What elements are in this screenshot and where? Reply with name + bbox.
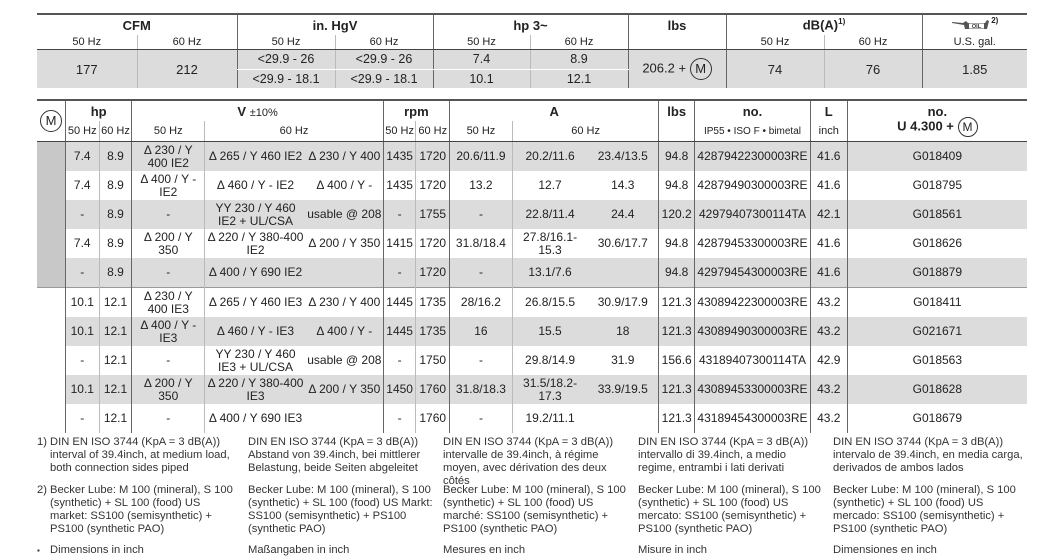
footnote-1-it: DIN EN ISO 3744 (KpA = 3 dB(A)) intervallo di 39.4inch, a medio regime, entrambi i lati derivati — [638, 436, 809, 474]
voltage-50hz-cell: Δ 400 / Y - IE2 — [132, 171, 205, 200]
footnote-3-de: Maßangaben in inch — [248, 544, 350, 556]
weight-cell: 121.3 — [659, 317, 695, 346]
cfm-50hz-label: 50 Hz — [37, 35, 137, 50]
hp-50hz-cell: 10.1 — [65, 375, 99, 404]
rpm-60hz-cell: 1755 — [416, 200, 450, 229]
hp-60hz-cell: 12.1 — [99, 317, 132, 346]
length-cell: 41.6 — [810, 142, 847, 172]
voltage-50hz-cell: Δ 230 / Y 400 IE2 — [132, 142, 205, 172]
ampere-50hz-cell: 13.2 — [449, 171, 512, 200]
footnote-2-es: Becker Lube: M 100 (mineral), S 100 (synthetic) + SL 100 (food) US mercado: SS100 (semisynthetic) + PS100 (synthetic PAO) — [833, 484, 1016, 535]
order-no-cell: G021671 — [847, 317, 1027, 346]
ampere-60hz-cell: 22.8/11.4 — [512, 200, 587, 229]
hg-60hz-value-b: <29.9 - 18.1 — [335, 69, 433, 88]
table-row — [37, 258, 1027, 288]
order-no-cell: G018411 — [847, 288, 1027, 318]
hp-50hz-cell: - — [65, 346, 99, 375]
rpm-50hz-label: 50 Hz — [383, 121, 416, 142]
order-no-cell: G018563 — [847, 346, 1027, 375]
footnote-3-es: Dimensiones en inch — [833, 544, 937, 556]
voltage-60hz-alt-cell — [306, 404, 383, 433]
hp3-header: hp 3~ — [433, 14, 628, 35]
rpm-60hz-cell: 1720 — [416, 171, 450, 200]
hp-60hz-cell: 12.1 — [99, 346, 132, 375]
ampere-60hz-cell: 29.8/14.9 — [512, 346, 587, 375]
voltage-60hz-cell: Δ 400 / Y 690 IE2 — [205, 258, 306, 288]
voltage-60hz-alt-cell: Δ 400 / Y - — [306, 317, 383, 346]
rpm-60hz-cell: 1735 — [416, 288, 450, 318]
hp-60hz-cell: 12.1 — [99, 404, 132, 433]
voltage-60hz-cell: YY 230 / Y 460 IE2 + UL/CSA — [205, 200, 306, 229]
motor-icon: M — [958, 117, 978, 137]
length-cell: 43.2 — [810, 288, 847, 318]
ampere-60hz-alt-cell: 31.9 — [587, 346, 659, 375]
motor-no-cell: 43189454300003RE — [695, 404, 811, 433]
table-row — [37, 288, 1027, 318]
hp-50hz-cell: 7.4 — [65, 142, 99, 172]
voltage-50hz-cell: Δ 400 / Y - IE3 — [132, 317, 205, 346]
footnote-1-de: DIN EN ISO 3744 (KpA = 3 dB(A)) Abstand von 39.4inch, bei mittlerer Belastung, beide Seiten abgeleitet — [248, 436, 421, 474]
length-cell: 42.1 — [810, 200, 847, 229]
footnote-3-en: Dimensions in inch — [50, 544, 144, 556]
voltage-header: V ±10% — [132, 100, 383, 121]
ampere-header: A — [449, 100, 658, 121]
ampere-60hz-cell: 20.2/11.6 — [512, 142, 587, 172]
footnote-1-en: DIN EN ISO 3744 (KpA = 3 dB(A)) interval of 39.4inch, at medium load, both connection sides piped — [50, 436, 230, 474]
hp-50hz-cell: 10.1 — [65, 288, 99, 318]
voltage-50hz-cell: Δ 200 / Y 350 — [132, 229, 205, 258]
hp-50hz-value-a: 7.4 — [433, 50, 530, 70]
ampere-60hz-alt-cell — [587, 404, 659, 433]
motor-table-body — [37, 142, 1027, 434]
ampere-50hz-cell: 16 — [449, 317, 512, 346]
oil-header: OIL $^{2)}$ — [922, 14, 1027, 35]
footnote-2-mark: 2) — [37, 484, 47, 496]
ampere-60hz-cell: 13.1/7.6 — [512, 258, 587, 288]
ampere-60hz-alt-cell: 23.4/13.5 — [587, 142, 659, 172]
motor-no-cell: 43089453300003RE — [695, 375, 811, 404]
footnote-3-fr: Mesures en inch — [443, 544, 526, 556]
voltage-60hz-alt-cell: Δ 230 / Y 400 — [306, 142, 383, 172]
efficiency-group-cell — [37, 142, 65, 172]
hp-60hz-cell: 8.9 — [99, 258, 132, 288]
rpm-header: rpm — [383, 100, 449, 121]
voltage-60hz-cell: Δ 400 / Y 690 IE3 — [205, 404, 306, 433]
db-60hz-label: 60 Hz — [824, 35, 922, 50]
hp-60hz-cell: 8.9 — [99, 142, 132, 172]
motor-no-cell: 43089490300003RE — [695, 317, 811, 346]
ampere-60hz-alt-cell: 18 — [587, 317, 659, 346]
efficiency-group-cell — [37, 404, 65, 433]
footnote-3-mark: ▪ — [37, 546, 40, 555]
motor-table — [37, 99, 1027, 433]
length-cell: 41.6 — [810, 171, 847, 200]
hp-header: hp — [65, 100, 131, 121]
ampere-60hz-cell: 12.7 — [512, 171, 587, 200]
voltage-60hz-alt-cell: Δ 200 / Y 350 — [306, 375, 383, 404]
ampere-50hz-cell: - — [449, 404, 512, 433]
hp-60hz-cell: 8.9 — [99, 200, 132, 229]
footnote-3-it: Misure in inch — [638, 544, 708, 556]
rpm-60hz-cell: 1720 — [416, 229, 450, 258]
hp-50hz-cell: - — [65, 200, 99, 229]
ampere-60hz-alt-cell: 33.9/19.5 — [587, 375, 659, 404]
v-60hz-label: 60 Hz — [205, 121, 384, 142]
rpm-50hz-cell: - — [383, 346, 416, 375]
table-row — [37, 171, 1027, 200]
length-cell: 42.9 — [810, 346, 847, 375]
ampere-60hz-cell: 31.5/18.2-17.3 — [512, 375, 587, 404]
voltage-50hz-cell: - — [132, 200, 205, 229]
footnote-1-es: DIN EN ISO 3744 (KpA = 3 dB(A)) intervalo de 39.4inch, en media carga, derivados de ambos lados — [833, 436, 1023, 474]
hp-50hz-cell: 10.1 — [65, 317, 99, 346]
voltage-50hz-cell: Δ 230 / Y 400 IE3 — [132, 288, 205, 318]
weight-cell: 156.6 — [659, 346, 695, 375]
motor-col-header — [37, 100, 65, 142]
hp-60hz-value-a: 8.9 — [530, 50, 628, 70]
rpm-60hz-label: 60 Hz — [416, 121, 450, 142]
hp-50hz-cell: - — [65, 258, 99, 288]
ampere-60hz-alt-cell — [587, 258, 659, 288]
hp-60hz-cell: 8.9 — [99, 229, 132, 258]
voltage-60hz-alt-cell: Δ 200 / Y 350 — [306, 229, 383, 258]
a-50hz-label: 50 Hz — [449, 121, 512, 142]
weight-cell: 121.3 — [659, 375, 695, 404]
lbs-header: lbs — [628, 14, 726, 35]
order-no-cell: G018795 — [847, 171, 1027, 200]
a-60hz-label: 60 Hz — [512, 121, 658, 142]
weight-cell: 94.8 — [659, 142, 695, 172]
hp-50hz-cell: 7.4 — [65, 229, 99, 258]
efficiency-group-cell — [37, 346, 65, 375]
weight-cell: 94.8 — [659, 171, 695, 200]
rpm-50hz-cell: - — [383, 200, 416, 229]
ampere-60hz-alt-cell: 30.9/17.9 — [587, 288, 659, 318]
motor-no-cell: 42879453300003RE — [695, 229, 811, 258]
motor-no-sublabel: IP55 • ISO F • bimetal — [695, 121, 811, 142]
length-unit-label: inch — [810, 121, 847, 142]
rpm-60hz-cell: 1760 — [416, 404, 450, 433]
rpm-50hz-cell: 1435 — [383, 142, 416, 172]
table-row — [37, 200, 1027, 229]
ampere-50hz-cell: - — [449, 258, 512, 288]
footnote-2-it: Becker Lube: M 100 (mineral), S 100 (synthetic) + SL 100 (food) US mercato: SS100 (semisynthetic) + PS100 (synthetic PAO) — [638, 484, 821, 535]
hg-60hz-label: 60 Hz — [335, 35, 433, 50]
motor-no-cell: 43089422300003RE — [695, 288, 811, 318]
ampere-60hz-alt-cell: 24.4 — [587, 200, 659, 229]
hp-60hz-cell: 8.9 — [99, 171, 132, 200]
svg-text:OIL: OIL — [972, 23, 982, 30]
motor-no-cell: 42979454300003RE — [695, 258, 811, 288]
cfm-header: CFM — [37, 14, 237, 35]
length-cell: 43.2 — [810, 375, 847, 404]
table-row — [37, 317, 1027, 346]
voltage-60hz-cell: Δ 220 / Y 380-400 IE3 — [205, 375, 306, 404]
footnote-1-fr: DIN EN ISO 3744 (KpA = 3 dB(A)) intervalle de 39.4inch, à régime moyen, avec dérivation des deux côtés — [443, 436, 614, 487]
length-cell: 41.6 — [810, 229, 847, 258]
v-50hz-label: 50 Hz — [132, 121, 205, 142]
motor-no-header: no. — [695, 100, 811, 121]
ampere-50hz-cell: 28/16.2 — [449, 288, 512, 318]
motor-no-cell: 43189407300114TA — [695, 346, 811, 375]
length-cell: 43.2 — [810, 404, 847, 433]
hg-60hz-value-a: <29.9 - 26 — [335, 50, 433, 70]
lbs-header-main: lbs — [659, 100, 695, 121]
weight-cell: 120.2 — [659, 200, 695, 229]
order-no-cell: G018409 — [847, 142, 1027, 172]
lbs-value: 206.2 + M — [628, 50, 726, 89]
dba-header: $dB(A)^{1)}$ — [726, 14, 922, 35]
db-50hz-label: 50 Hz — [726, 35, 824, 50]
table-row — [37, 229, 1027, 258]
footnote-1-mark: 1) — [37, 436, 47, 448]
table-row — [37, 375, 1027, 404]
hp-50hz-label: 50 Hz — [433, 35, 530, 50]
ampere-60hz-alt-cell: 30.6/17.7 — [587, 229, 659, 258]
order-no-header: no. — [847, 100, 1027, 121]
weight-cell: 94.8 — [659, 258, 695, 288]
motor-icon: M — [40, 110, 62, 132]
weight-cell: 94.8 — [659, 229, 695, 258]
voltage-60hz-cell: Δ 220 / Y 380-400 IE2 — [205, 229, 306, 258]
rpm-50hz-cell: 1435 — [383, 171, 416, 200]
hg-50hz-value-a: <29.9 - 26 — [237, 50, 335, 70]
rpm-60hz-cell: 1720 — [416, 258, 450, 288]
rpm-50hz-cell: 1445 — [383, 288, 416, 318]
order-no-cell: G018879 — [847, 258, 1027, 288]
voltage-60hz-alt-cell — [306, 258, 383, 288]
order-no-cell: G018679 — [847, 404, 1027, 433]
ampere-60hz-alt-cell: 14.3 — [587, 171, 659, 200]
order-no-prefix: U 4.300 + M — [847, 117, 1027, 138]
voltage-60hz-alt-cell: Δ 400 / Y - — [306, 171, 383, 200]
voltage-50hz-cell: - — [132, 346, 205, 375]
efficiency-group-cell — [37, 200, 65, 229]
hp-50hz-cell: 7.4 — [65, 171, 99, 200]
rpm-60hz-cell: 1760 — [416, 375, 450, 404]
voltage-60hz-alt-cell: Δ 230 / Y 400 — [306, 288, 383, 318]
voltage-60hz-alt-cell: usable @ 208 — [306, 346, 383, 375]
voltage-50hz-cell: Δ 200 / Y 350 — [132, 375, 205, 404]
voltage-60hz-cell: YY 230 / Y 460 IE3 + UL/CSA — [205, 346, 306, 375]
inhgv-header: in. HgV — [237, 14, 433, 35]
table-row — [37, 404, 1027, 433]
motor-no-cell: 42979407300114TA — [695, 200, 811, 229]
rpm-60hz-cell: 1720 — [416, 142, 450, 172]
voltage-60hz-cell: Δ 265 / Y 460 IE3 — [205, 288, 306, 318]
ampere-60hz-cell: 27.8/16.1-15.3 — [512, 229, 587, 258]
hp-60hz-value-b: 12.1 — [530, 69, 628, 88]
table-row — [37, 142, 1027, 172]
efficiency-group-cell — [37, 375, 65, 404]
efficiency-group-cell — [37, 288, 65, 318]
voltage-60hz-alt-cell: usable @ 208 — [306, 200, 383, 229]
hp-50hz-cell: - — [65, 404, 99, 433]
ampere-50hz-cell: 20.6/11.9 — [449, 142, 512, 172]
weight-cell: 121.3 — [659, 288, 695, 318]
motor-no-cell: 42879490300003RE — [695, 171, 811, 200]
rpm-50hz-cell: - — [383, 258, 416, 288]
footnote-2-fr: Becker Lube: M 100 (mineral), S 100 (synthetic) + SL 100 (food) US marché: SS100 (semisynthetic) + PS100 (synthetic PAO) — [443, 484, 626, 535]
motor-no-cell: 42879422300003RE — [695, 142, 811, 172]
rpm-60hz-cell: 1750 — [416, 346, 450, 375]
length-header: L — [810, 100, 847, 121]
weight-cell: 121.3 — [659, 404, 695, 433]
ampere-50hz-cell: 31.8/18.4 — [449, 229, 512, 258]
length-cell: 43.2 — [810, 317, 847, 346]
efficiency-group-cell — [37, 258, 65, 288]
rpm-60hz-cell: 1735 — [416, 317, 450, 346]
hg-50hz-label: 50 Hz — [237, 35, 335, 50]
ampere-50hz-cell: - — [449, 200, 512, 229]
length-cell: 41.6 — [810, 258, 847, 288]
efficiency-group-cell — [37, 229, 65, 258]
voltage-60hz-cell: Δ 265 / Y 460 IE2 — [205, 142, 306, 172]
table-row — [37, 346, 1027, 375]
ampere-60hz-cell: 15.5 — [512, 317, 587, 346]
hp-60hz-cell: 12.1 — [99, 375, 132, 404]
footnote-2-en: Becker Lube: M 100 (mineral), S 100 (synthetic) + SL 100 (food) US market: SS100 (semisynthetic) + PS100 (synthetic PAO) — [50, 484, 233, 535]
ampere-60hz-cell: 19.2/11.1 — [512, 404, 587, 433]
efficiency-group-cell — [37, 317, 65, 346]
rpm-50hz-cell: 1450 — [383, 375, 416, 404]
voltage-50hz-cell: - — [132, 258, 205, 288]
order-no-cell: G018628 — [847, 375, 1027, 404]
db-50hz-value: 74 — [726, 50, 824, 89]
voltage-60hz-cell: Δ 460 / Y - IE3 — [205, 317, 306, 346]
hp-50hz-label: 50 Hz — [65, 121, 99, 142]
hp-60hz-cell: 12.1 — [99, 288, 132, 318]
ampere-60hz-cell: 26.8/15.5 — [512, 288, 587, 318]
ampere-50hz-cell: - — [449, 346, 512, 375]
footnote-2-de: Becker Lube: M 100 (mineral), S 100 (synthetic) + SL 100 (food) US Markt: SS100 (semisynthetic) + PS100 (synthetic PAO) — [248, 484, 433, 535]
ampere-50hz-cell: 31.8/18.3 — [449, 375, 512, 404]
cfm-60hz-label: 60 Hz — [137, 35, 237, 50]
cfm-50hz-value: 177 — [37, 50, 137, 89]
order-no-cell: G018561 — [847, 200, 1027, 229]
hp-60hz-label: 60 Hz — [99, 121, 132, 142]
hp-50hz-value-b: 10.1 — [433, 69, 530, 88]
rpm-50hz-cell: 1415 — [383, 229, 416, 258]
summary-table — [37, 13, 1027, 88]
hp-60hz-label: 60 Hz — [530, 35, 628, 50]
db-60hz-value: 76 — [824, 50, 922, 89]
efficiency-group-cell — [37, 171, 65, 200]
voltage-50hz-cell: - — [132, 404, 205, 433]
order-no-cell: G018626 — [847, 229, 1027, 258]
usgal-label: U.S. gal. — [922, 35, 1027, 50]
rpm-50hz-cell: - — [383, 404, 416, 433]
oil-value: 1.85 — [922, 50, 1027, 89]
cfm-60hz-value: 212 — [137, 50, 237, 89]
hg-50hz-value-b: <29.9 - 18.1 — [237, 69, 335, 88]
motor-icon: M — [690, 58, 712, 80]
rpm-50hz-cell: 1445 — [383, 317, 416, 346]
oil-can-icon — [951, 17, 991, 34]
voltage-60hz-cell: Δ 460 / Y - IE2 — [205, 171, 306, 200]
